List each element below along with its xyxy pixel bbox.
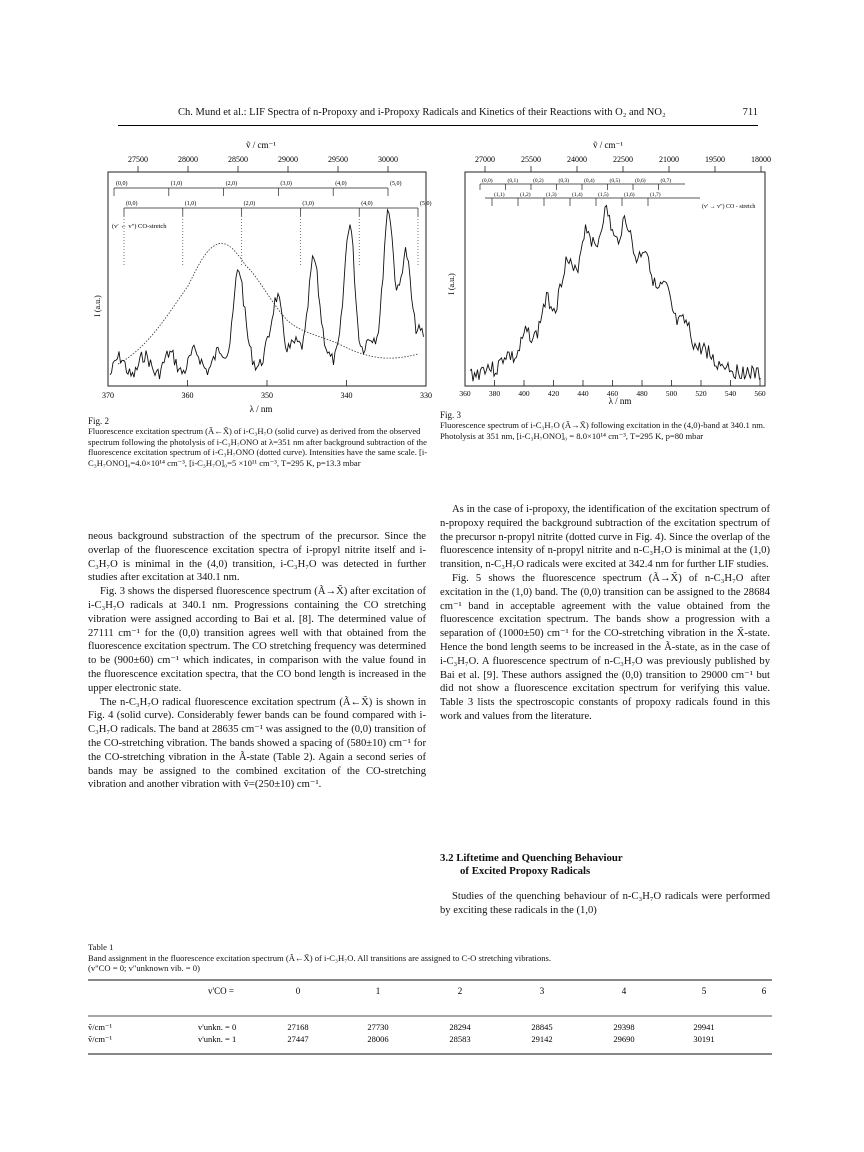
table1-row-unit: ṽ/cm⁻¹ bbox=[88, 1021, 113, 1032]
table1-cell: 27447 bbox=[287, 1033, 309, 1044]
fig2-top-axis-label: ṽ / cm⁻¹ bbox=[246, 140, 276, 150]
right-paragraph-2: Fig. 5 shows the fluorescence spectrum (Ã→X̃) of n-C₃H₇O after excitation in the (1,0) band. The (0,0) transition can be assigned to the 28684 cm⁻¹ band in acceptable agreement with the value obtained from the fluorescence excitation spectrum. The bands show a progression with a separation of (1000±50) cm⁻¹ for the CO-stretching vibration in the X̃-state. Hence the bond length seems to be increased in the Ã-state, as in the case of i-C₃H₇O. A fluorescence spectrum of n-C₃H₇O was previously published by Bai et al. [9]. These authors assigned the (0,0) transition to 29000 cm⁻¹ but did not show a fluorescence excitation spectrum for verifying this value. Table 3 lists the spectroscopic constants of propoxy radicals found in this work and values from the literature. bbox=[440, 572, 770, 722]
fig3-prog1-label: (0,5) bbox=[609, 178, 621, 184]
fig3-series-note: (v' → v") CO - stretch bbox=[702, 204, 756, 210]
fig2-prog1-label: (5,0) bbox=[390, 181, 402, 187]
table1-cell: 29941 bbox=[693, 1021, 715, 1032]
fig3-top-tick-label: 19500 bbox=[705, 155, 725, 164]
fig2-prog1-label: (0,0) bbox=[116, 181, 128, 187]
table1-col-header: 5 bbox=[701, 985, 707, 996]
table1-cell: 29142 bbox=[531, 1033, 553, 1044]
fig3-prog1-label: (0,6) bbox=[635, 178, 646, 184]
section-paragraph: Studies of the quenching behaviour of n-C₃H₇O radicals were performed by exciting these radicals in the (1,0) bbox=[440, 891, 770, 916]
fig3-caption-block bbox=[440, 410, 770, 441]
fig2-prog1-label: (1,0) bbox=[170, 181, 183, 187]
table1-row-condition: v'unkn. = 1 bbox=[198, 1033, 237, 1044]
fig2-top-tick-label: 28500 bbox=[228, 155, 248, 164]
table1-caption: Band assignment in the fluorescence excitation spectrum (Ã←X̃) of i-C₃H₇O. All transitions are assigned to C-O stretching vibrations. bbox=[88, 952, 552, 963]
fig3-progression-1 bbox=[480, 177, 685, 190]
fig2-prog2-label: (1,0) bbox=[184, 201, 197, 207]
table1-cell: 28294 bbox=[449, 1021, 471, 1032]
fig3-bottom-tick-label: 500 bbox=[665, 389, 678, 398]
fig3-top-tick-label: 21000 bbox=[659, 155, 679, 164]
fig3-prog1-label: (0,2) bbox=[533, 178, 544, 184]
fig2-dotted-curve bbox=[118, 243, 418, 364]
table1-col-header: 2 bbox=[457, 985, 463, 996]
fig2-prog2-label: (5,0) bbox=[420, 201, 432, 207]
left-paragraph-1: neous background substraction of the spectrum of the precursor. Since the overlap of the fluorescence excitation spectra of i-propyl nitrite itself and i-C₃H₇O is minimal in the (4,0) transition, i-C₃H₇O was detected in further studies after excitation at 340.1 nm. bbox=[88, 531, 426, 584]
table1-cell: 28006 bbox=[367, 1033, 389, 1044]
fig3-ylabel: I (a.u.) bbox=[447, 273, 456, 295]
fig3-prog1-label: (0,0) bbox=[482, 178, 493, 184]
fig2-bottom-axis-label: λ / nm bbox=[249, 404, 273, 414]
table1-cell: 30191 bbox=[693, 1033, 715, 1044]
fig2-top-tick-label: 29500 bbox=[328, 155, 348, 164]
table1-cell: 29690 bbox=[613, 1033, 635, 1044]
fig3-bottom-tick-label: 380 bbox=[488, 389, 501, 398]
fig2-solid-curve bbox=[110, 210, 424, 379]
table1-caption-2: (v"CO = 0; v"unknown vib. = 0) bbox=[88, 963, 200, 973]
fig3-label: Fig. 3 bbox=[440, 410, 462, 420]
section-heading-line-1: 3.2 Liftetime and Quenching Behaviour bbox=[440, 852, 623, 864]
fig3-top-tick-label: 24000 bbox=[567, 155, 587, 164]
fig3-bottom-tick-label: 460 bbox=[606, 389, 619, 398]
figure-3-plot bbox=[440, 136, 776, 406]
fig3-top-axis-label: ṽ / cm⁻¹ bbox=[593, 140, 623, 150]
fig3-prog2-label: (1,4) bbox=[572, 192, 583, 198]
fig3-bottom-tick-label: 540 bbox=[724, 389, 737, 398]
table1-col-header: 6 bbox=[761, 985, 767, 996]
fig2-top-tick-label: 27500 bbox=[128, 155, 148, 164]
fig3-bottom-tick-label: 480 bbox=[636, 389, 648, 398]
section-heading-line-2: of Excited Propoxy Radicals bbox=[460, 865, 591, 877]
fig3-prog2-label: (1,5) bbox=[598, 192, 609, 198]
fig3-top-tick-label: 22500 bbox=[613, 155, 633, 164]
fig3-bottom-tick-label: 520 bbox=[695, 389, 707, 398]
fig3-prog2-label: (1,1) bbox=[494, 192, 505, 198]
fig3-prog1-label: (0,1) bbox=[507, 178, 519, 184]
fig2-series-note: (v' ← v") CO-stretch bbox=[112, 223, 167, 230]
figure-2 bbox=[88, 136, 434, 416]
fig2-top-tick-label: 28000 bbox=[178, 155, 198, 164]
fig3-curve bbox=[470, 206, 761, 382]
table1-cell: 28583 bbox=[449, 1033, 471, 1044]
fig3-prog2-label: (1,7) bbox=[650, 192, 661, 198]
fig3-prog2-label: (1,2) bbox=[520, 192, 531, 198]
running-header bbox=[118, 105, 758, 126]
fig2-prog1-label: (3,0) bbox=[280, 181, 292, 187]
table-1 bbox=[88, 942, 772, 1058]
fig2-prog2-label: (3,0) bbox=[302, 201, 314, 207]
fig3-progression-2 bbox=[485, 191, 700, 206]
left-paragraph-2: Fig. 3 shows the dispersed fluorescence spectrum (Ã→X̃) after excitation of i-C₃H₇O radicals at 340.1 nm. Progressions containing the CO stretching vibration were assigned according to Bai et al. [8]. The determined value of 27111 cm⁻¹ for the (0,0) transition agrees well with that obtained from the fluorescence excitation spectrum. The CO stretching frequency was determined to be (900±60) cm⁻¹ which indicates, in comparison with the value found in the fluorescence excitation spectra, that the CO bond length is increased in the upper electronic state. bbox=[88, 586, 426, 694]
running-title: Ch. Mund et al.: LIF Spectra of n-Propoxy and i-Propoxy Radicals and Kinetics of their Reactions with O₂ and NO₂ bbox=[178, 107, 666, 118]
table1-row-condition: v'unkn. = 0 bbox=[198, 1021, 237, 1032]
fig2-prog2-label: (4,0) bbox=[361, 201, 373, 207]
fig2-bottom-tick-label: 350 bbox=[261, 391, 273, 400]
table1-header-row bbox=[296, 986, 767, 996]
fig2-top-ticks bbox=[128, 155, 398, 172]
table1-cell: 27168 bbox=[287, 1021, 309, 1032]
fig3-bottom-axis-label: λ / nm bbox=[608, 396, 632, 406]
figure-3 bbox=[440, 136, 776, 406]
figure-2-plot bbox=[88, 136, 434, 416]
fig3-prog1-label: (0,3) bbox=[558, 178, 570, 184]
table1-cell: 29398 bbox=[613, 1021, 635, 1032]
fig2-top-tick-label: 30000 bbox=[378, 155, 398, 164]
fig2-prog2-label: (2,0) bbox=[243, 201, 256, 207]
fig3-prog2-label: (1,6) bbox=[624, 192, 635, 198]
fig3-bottom-tick-label: 440 bbox=[577, 389, 589, 398]
fig3-top-tick-label: 27000 bbox=[475, 155, 495, 164]
fig2-bottom-tick-label: 370 bbox=[102, 391, 114, 400]
fig3-prog1-label: (0,7) bbox=[660, 178, 672, 184]
page-number: 711 bbox=[742, 107, 758, 118]
table1-col-header: 0 bbox=[295, 985, 301, 996]
fig2-bottom-ticks bbox=[102, 380, 432, 400]
fig2-bottom-tick-label: 360 bbox=[181, 391, 194, 400]
fig3-bottom-tick-label: 400 bbox=[518, 389, 530, 398]
fig2-prog2-label: (0,0) bbox=[126, 201, 138, 207]
table1-col-header: 1 bbox=[375, 985, 381, 996]
section-heading bbox=[440, 852, 770, 878]
fig2-progression-1 bbox=[114, 180, 402, 196]
fig2-bottom-tick-label: 330 bbox=[420, 391, 432, 400]
table1-label: Table 1 bbox=[88, 942, 114, 952]
table1-cell: 28845 bbox=[531, 1021, 553, 1032]
table1-cell: 27730 bbox=[367, 1021, 389, 1032]
fig2-label: Fig. 2 bbox=[88, 416, 110, 426]
section-text-block bbox=[440, 890, 770, 918]
fig3-bottom-tick-label: 420 bbox=[547, 389, 560, 398]
table1-body bbox=[88, 1022, 715, 1044]
fig2-ylabel: I (a.u.) bbox=[93, 295, 102, 317]
fig2-top-tick-label: 29000 bbox=[278, 155, 298, 164]
right-paragraph-1: As in the case of i-propoxy, the identification of the excitation spectrum of n-propoxy required the background subtraction of the excitation spectrum of the precursor n-propyl nitrite (dotted curve in Fig. 4). Since the overlap of the fluorescence intensity of n-propyl nitrite and n-C₃H₇O is minimal at the (1,0) transition, n-C₃H₇O radicals were excited at 342.4 nm for further LIF studies. bbox=[440, 504, 770, 571]
fig2-prog1-label: (2,0) bbox=[225, 181, 238, 187]
fig2-caption: Fluorescence excitation spectrum (Ã←X̃) of i-C₃H₇O (solid curve) as derived from the observed spectrum following the photolysis of i-C₃H₇ONO at λ=351 nm after background subtraction of the fluorescence excitation spectrum of i-C₃H₇ONO (dotted curve). Intensities have the same scale. [i-C₃H₇ONO]₀=4.0×10¹⁴ cm⁻³, [i-C₃H₇O]₀=5 ×10¹¹ cm⁻³, T=295 K, p=13.3 mbar bbox=[88, 426, 428, 468]
fig2-caption-block bbox=[88, 416, 434, 468]
fig3-bottom-tick-label: 560 bbox=[754, 389, 766, 398]
fig2-prog1-label: (4,0) bbox=[335, 181, 347, 187]
table1-col-header: 3 bbox=[539, 985, 545, 996]
fig3-bottom-tick-label: 360 bbox=[459, 389, 471, 398]
table1-row-unit: ṽ/cm⁻¹ bbox=[88, 1033, 113, 1044]
table1-col-header: 4 bbox=[621, 985, 627, 996]
table1-grid bbox=[88, 978, 772, 1058]
table1-header-label: v'CO = bbox=[208, 985, 234, 996]
fig3-top-tick-label: 25500 bbox=[521, 155, 541, 164]
fig3-top-tick-label: 18000 bbox=[751, 155, 771, 164]
fig3-top-ticks bbox=[475, 155, 771, 172]
fig3-caption: Fluorescence spectrum of i-C₃H₇O (Ã→X̃) following excitation in the (4,0)-band at 340.1 nm. Photolysis at 351 nm, [i-C₃H₇ONO]₀ = 8.0×10¹⁴ cm⁻³, T=295 K, p=80 mbar bbox=[440, 420, 766, 441]
left-paragraph-3: The n-C₃H₇O radical fluorescence excitation spectrum (Ã←X̃) is shown in Fig. 4 (solid curve). Considerably fewer bands can be found compared with i-C₃H₇O radicals. The band at 28635 cm⁻¹ was assigned to the (0,0) transition of the CO-stretching vibration. The bands showed a spacing of (580±10) cm⁻¹ for the CO-stretching vibration in the Ã-state (Table 2). Again a second series of bands may be assigned to the combined excitation of the CO-stretching vibration and another vibration with ṽ=(250±10) cm⁻¹. bbox=[88, 696, 426, 791]
fig3-prog2-label: (1,3) bbox=[546, 192, 557, 198]
left-column bbox=[88, 530, 426, 792]
fig2-bottom-tick-label: 340 bbox=[340, 391, 353, 400]
right-column bbox=[440, 503, 770, 724]
fig3-prog1-label: (0,4) bbox=[584, 178, 595, 184]
